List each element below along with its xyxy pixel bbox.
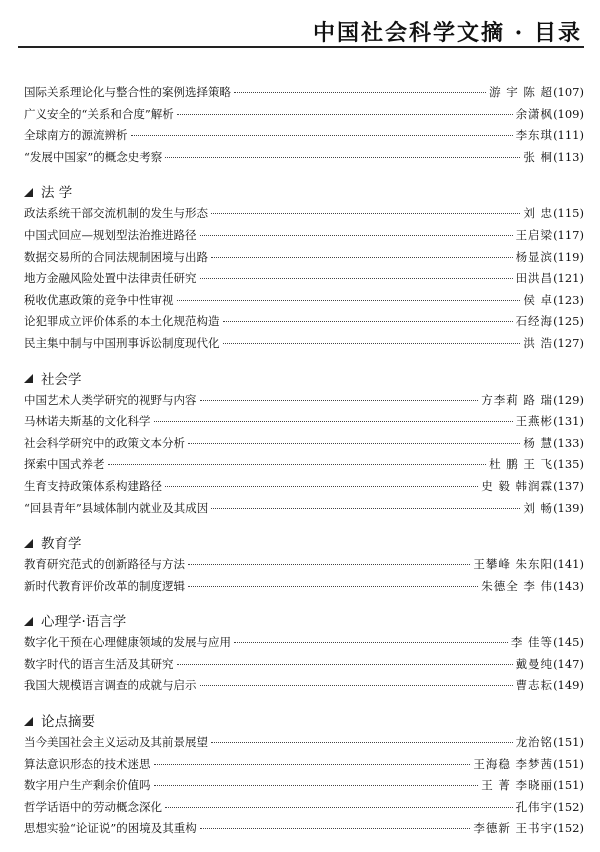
entry-title: 民主集中制与中国刑事诉讼制度现代化 [24, 335, 220, 350]
toc-section [24, 180, 584, 356]
entry-page: (152) [553, 821, 584, 836]
entry-author: 王攀峰 朱东阳 [473, 557, 554, 572]
dot-leader [188, 586, 478, 587]
dot-leader [108, 464, 487, 465]
dot-leader [223, 343, 521, 344]
entry-page: (121) [553, 271, 584, 286]
journal-title: 中国社会科学文摘 · 目录 [313, 20, 582, 46]
toc-entry[interactable] [24, 106, 584, 128]
entry-title: 探索中国式养老 [24, 457, 105, 472]
toc-entry[interactable] [24, 777, 584, 799]
entry-author: 李东琪 [515, 128, 554, 143]
entry-title: 哲学话语中的劳动概念深化 [24, 799, 162, 814]
toc-entry[interactable] [24, 656, 584, 678]
entry-author: 侯 卓 [523, 292, 554, 307]
entry-author: 石经海 [515, 314, 554, 329]
toc-entry[interactable] [24, 335, 584, 357]
toc-entry[interactable] [24, 634, 584, 656]
dot-leader [200, 278, 513, 279]
entry-title: 数据交易所的合同法规制困境与出路 [24, 249, 208, 264]
toc-entry[interactable] [24, 799, 584, 821]
section-heading-label: 教育学 [41, 536, 82, 553]
entry-title: 社会科学研究中的政策文本分析 [24, 435, 185, 450]
toc-entry[interactable] [24, 820, 584, 842]
section-heading [24, 180, 584, 202]
entry-title: 数字化干预在心理健康领域的发展与应用 [24, 635, 231, 650]
entry-author: 史 毅 韩润霖 [481, 478, 554, 493]
entry-page: (135) [553, 457, 584, 472]
entry-author: 杨 慧 [523, 435, 554, 450]
toc-entry[interactable] [24, 205, 584, 227]
section-heading-label: 法 学 [41, 185, 73, 202]
triangle-bullet-icon [24, 374, 33, 383]
dot-leader [200, 828, 471, 829]
dot-leader [165, 157, 520, 158]
toc-entry[interactable] [24, 227, 584, 249]
dot-leader [177, 300, 521, 301]
toc-section [24, 84, 584, 170]
entry-title: 教育研究范式的创新路径与方法 [24, 557, 185, 572]
entry-author: 孔伟宇 [515, 799, 554, 814]
entry-author: 龙治铭 [515, 735, 554, 750]
dot-leader [223, 321, 513, 322]
section-heading-label: 社会学 [41, 371, 82, 388]
dot-leader [131, 135, 513, 136]
entry-title: 政法系统干部交流机制的发生与形态 [24, 206, 208, 221]
dot-leader [188, 564, 470, 565]
toc-entry[interactable] [24, 392, 584, 414]
toc-entry[interactable] [24, 734, 584, 756]
toc-entry[interactable] [24, 500, 584, 522]
dot-leader [211, 508, 520, 509]
toc-entry[interactable] [24, 270, 584, 292]
entry-page: (123) [553, 292, 584, 307]
entry-author: 游 宇 陈 超 [489, 85, 554, 99]
entry-page: (151) [553, 735, 584, 750]
dot-leader [188, 443, 520, 444]
toc-section [24, 531, 584, 599]
section-heading [24, 531, 584, 553]
entry-title: 我国大规模语言调查的成就与启示 [24, 678, 197, 693]
entry-title: 中国艺术人类学研究的视野与内容 [24, 392, 197, 407]
entry-title: 中国式回应—规划型法治推进路径 [24, 227, 197, 242]
entry-page: (115) [553, 206, 584, 221]
entry-author: 方李莉 路 瑞 [481, 392, 554, 407]
entry-author: 王燕彬 [515, 414, 554, 429]
triangle-bullet-icon [24, 539, 33, 548]
entry-title: “回县青年”县域体制内就业及其成因 [24, 500, 209, 515]
entry-page: (119) [553, 249, 584, 264]
entry-title: 当今美国社会主义运动及其前景展望 [24, 735, 208, 750]
entry-title: 马林诺夫斯基的文化科学 [24, 414, 151, 429]
entry-page: (151) [553, 778, 584, 793]
dot-leader [234, 642, 508, 643]
dot-leader [177, 114, 513, 115]
toc-entry[interactable] [24, 756, 584, 778]
entry-page: (109) [553, 106, 584, 121]
entry-title: 生育支持政策体系构建路径 [24, 478, 162, 493]
toc-entry[interactable] [24, 413, 584, 435]
triangle-bullet-icon [24, 617, 33, 626]
toc-entry[interactable] [24, 127, 584, 149]
dot-leader [154, 421, 513, 422]
entry-page: (147) [553, 656, 584, 671]
dot-leader [200, 400, 479, 401]
entry-author: 王海稳 李梦茜 [473, 756, 554, 771]
toc-entry[interactable] [24, 677, 584, 699]
dot-leader [200, 685, 513, 686]
toc-section [24, 367, 584, 522]
entry-title: “发展中国家”的概念史考察 [24, 149, 163, 164]
entry-author: 洪 浩 [523, 335, 554, 350]
entry-title: 全球南方的源流辨析 [24, 128, 128, 143]
entry-title: 国际关系理论化与整合性的案例选择策略 [24, 85, 231, 99]
entry-title: 论犯罪成立评价体系的本土化规范构造 [24, 314, 220, 329]
dot-leader [165, 486, 478, 487]
entry-author: 曹志耘 [515, 678, 554, 693]
section-heading [24, 609, 584, 631]
entry-title: 新时代教育评价改革的制度逻辑 [24, 578, 185, 593]
entry-page: (145) [553, 635, 584, 650]
toc-entry[interactable] [24, 249, 584, 271]
section-heading-label: 论点摘要 [41, 714, 95, 731]
entry-page: (129) [553, 392, 584, 407]
entry-page: (111) [553, 128, 584, 143]
entry-author: 朱德全 李 伟 [481, 578, 554, 593]
dot-leader [154, 764, 471, 765]
entry-page: (143) [553, 578, 584, 593]
toc-entry[interactable] [24, 578, 584, 600]
toc-entry[interactable] [24, 456, 584, 478]
entry-author: 李德新 王书宇 [473, 821, 554, 836]
entry-page: (137) [553, 478, 584, 493]
entry-author: 张 桐 [523, 149, 554, 164]
section-heading [24, 367, 584, 389]
toc-entry[interactable] [24, 478, 584, 500]
dot-leader [211, 213, 520, 214]
section-heading-label: 心理学·语言学 [41, 614, 127, 631]
entry-author: 田洪昌 [515, 271, 554, 286]
entry-author: 刘 畅 [523, 500, 554, 515]
dot-leader [211, 742, 513, 743]
entry-page: (139) [553, 500, 584, 515]
entry-page: (107) [553, 85, 584, 99]
toc-section [24, 609, 584, 699]
entry-title: 地方金融风险处置中法律责任研究 [24, 271, 197, 286]
table-of-contents [24, 84, 584, 852]
entry-title: 数字时代的语言生活及其研究 [24, 656, 174, 671]
triangle-bullet-icon [24, 188, 33, 197]
entry-author: 王启梁 [515, 227, 554, 242]
entry-page: (125) [553, 314, 584, 329]
entry-title: 思想实验“论证说”的困境及其重构 [24, 821, 197, 836]
entry-page: (131) [553, 414, 584, 429]
dot-leader [200, 235, 513, 236]
toc-entry[interactable] [24, 149, 584, 171]
entry-title: 广义安全的“关系和合度”解析 [24, 106, 174, 121]
dot-leader [165, 807, 513, 808]
entry-page: (113) [553, 149, 584, 164]
dot-leader [177, 664, 513, 665]
toc-entry[interactable] [24, 556, 584, 578]
toc-entry[interactable] [24, 435, 584, 457]
entry-title: 税收优惠政策的竞争中性审视 [24, 292, 174, 307]
toc-entry[interactable] [24, 292, 584, 314]
toc-entry[interactable] [24, 313, 584, 335]
entry-page: (141) [553, 557, 584, 572]
entry-author: 余潇枫 [515, 106, 554, 121]
entry-author: 戴曼纯 [515, 656, 554, 671]
entry-page: (152) [553, 799, 584, 814]
entry-page: (151) [553, 756, 584, 771]
triangle-bullet-icon [24, 717, 33, 726]
entry-page: (133) [553, 435, 584, 450]
entry-author: 杨显滨 [515, 249, 554, 264]
entry-author: 李 佳等 [510, 635, 554, 650]
entry-title: 算法意识形态的技术迷思 [24, 756, 151, 771]
entry-page: (117) [553, 227, 584, 242]
entry-author: 刘 忠 [523, 206, 554, 221]
toc-entry[interactable] [24, 84, 584, 106]
entry-page: (127) [553, 335, 584, 350]
dot-leader [234, 92, 486, 93]
entry-author: 杜 鹏 王 飞 [489, 457, 554, 472]
toc-section [24, 709, 584, 842]
dot-leader [211, 257, 513, 258]
entry-author: 王 菁 李晓丽 [481, 778, 554, 793]
page-header [18, 10, 584, 48]
dot-leader [154, 785, 479, 786]
entry-title: 数字用户生产剩余价值吗 [24, 778, 151, 793]
entry-page: (149) [553, 678, 584, 693]
section-heading [24, 709, 584, 731]
